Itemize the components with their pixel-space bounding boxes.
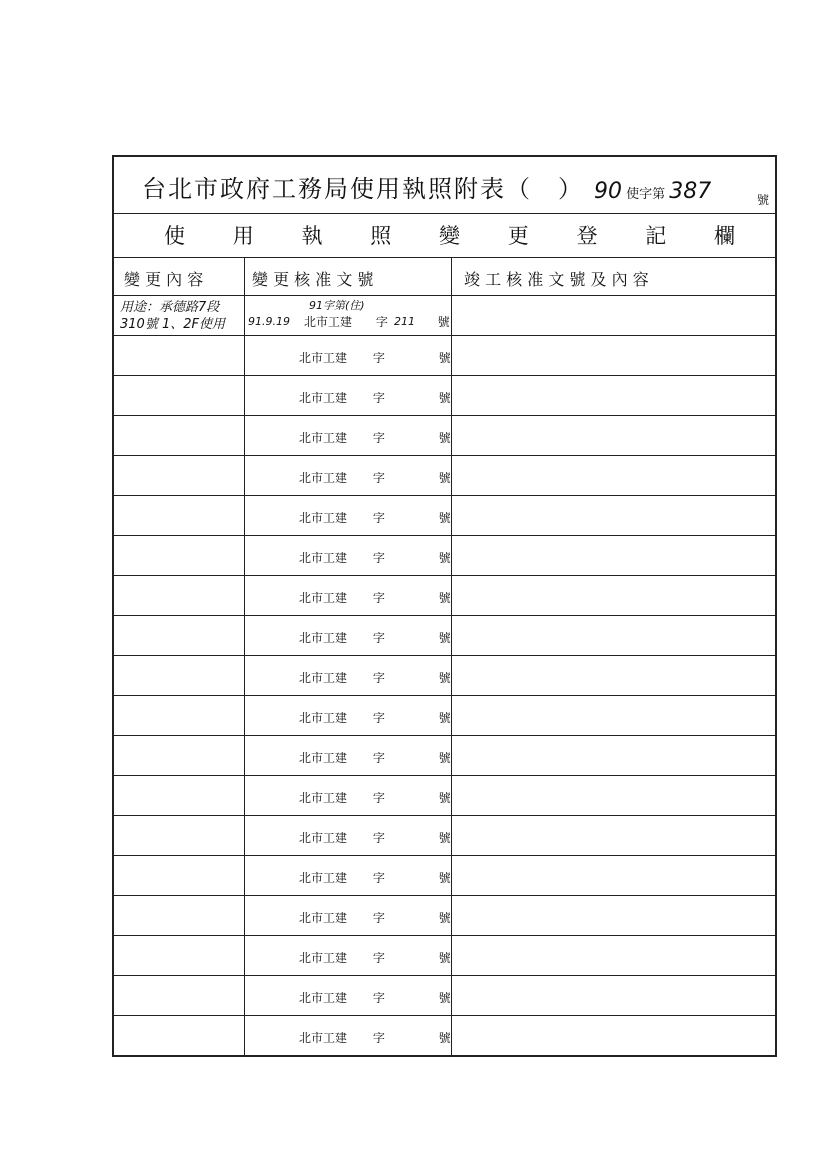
row-zi: 字 (372, 551, 385, 565)
row-hao: 號 (438, 471, 451, 485)
row-divider (114, 415, 775, 416)
row-hao: 號 (438, 391, 451, 405)
row-hao: 號 (438, 911, 451, 925)
row-office: 北市工建 (299, 471, 348, 485)
banner-char: 執 (301, 224, 323, 248)
first-entry-content (120, 299, 225, 333)
row-zi: 字 (372, 591, 385, 605)
table-row (299, 789, 451, 806)
row-divider (114, 455, 775, 456)
row-office: 北市工建 (299, 631, 348, 645)
permit-label: 使字第 (626, 187, 666, 202)
row-zi: 字 (372, 711, 385, 725)
row-divider (114, 815, 775, 816)
row-office: 北市工建 (299, 911, 348, 925)
row-divider (114, 855, 775, 856)
banner-char: 更 (507, 224, 529, 248)
permit-year: 90 (594, 179, 622, 204)
row-zi: 字 (372, 1031, 385, 1045)
row-divider (114, 1015, 775, 1016)
first-entry-content-line2: 310號 1、2F使用 (120, 317, 225, 332)
row-hao: 號 (438, 751, 451, 765)
banner-char: 記 (645, 224, 667, 248)
table-row (299, 949, 451, 966)
permit-number: 387 (669, 179, 712, 204)
table-row (299, 629, 451, 646)
banner-char: 用 (232, 224, 254, 248)
table-row (299, 749, 451, 766)
row-divider (114, 775, 775, 776)
first-entry-doc-code: 91字第(住) (309, 299, 365, 312)
row-zi: 字 (372, 431, 385, 445)
row-divider (114, 615, 775, 616)
table-row (299, 669, 451, 686)
row-divider (114, 575, 775, 576)
row-hao: 號 (438, 631, 451, 645)
row-hao: 號 (438, 871, 451, 885)
table-row (299, 989, 451, 1006)
row-zi: 字 (372, 951, 385, 965)
row-zi: 字 (372, 631, 385, 645)
row-office: 北市工建 (299, 351, 348, 365)
row-divider (114, 895, 775, 896)
row-hao: 號 (438, 991, 451, 1005)
row-divider (114, 495, 775, 496)
table-row (299, 429, 451, 446)
column-header-change-content: 變 更 內 容 (124, 270, 204, 289)
row-zi: 字 (372, 391, 385, 405)
row-hao: 號 (438, 831, 451, 845)
row-zi: 字 (372, 751, 385, 765)
permit-suffix: 號 (756, 193, 769, 207)
row-office: 北市工建 (299, 751, 348, 765)
row-divider (114, 655, 775, 656)
row-office: 北市工建 (299, 511, 348, 525)
row-office: 北市工建 (299, 551, 348, 565)
usage-permit-attachment-form (112, 155, 777, 1057)
row-office: 北市工建 (299, 711, 348, 725)
banner-char: 登 (576, 224, 598, 248)
table-row (299, 589, 451, 606)
row-divider (114, 695, 775, 696)
title-divider (114, 213, 775, 214)
row-hao: 號 (438, 551, 451, 565)
table-row (299, 869, 451, 886)
row-zi: 字 (372, 991, 385, 1005)
row-office: 北市工建 (299, 671, 348, 685)
row-hao: 號 (438, 591, 451, 605)
table-row (299, 469, 451, 486)
row-hao: 號 (438, 351, 451, 365)
row-zi: 字 (375, 315, 388, 329)
table-row (299, 829, 451, 846)
first-entry-number: 211 (394, 315, 415, 328)
banner-char: 照 (370, 224, 392, 248)
banner-char: 變 (439, 224, 460, 248)
row-zi: 字 (372, 791, 385, 805)
first-entry-date: 91.9.19 (248, 315, 290, 328)
row-office: 北市工建 (299, 991, 348, 1005)
permit-number-block (594, 179, 711, 204)
row-hao: 號 (437, 315, 450, 329)
row-divider (114, 1055, 775, 1056)
row-zi: 字 (372, 351, 385, 365)
row-office: 北市工建 (304, 315, 353, 329)
row-divider (114, 735, 775, 736)
table-row (299, 1029, 451, 1046)
table-row (299, 349, 451, 366)
row-office: 北市工建 (299, 791, 348, 805)
table-row (299, 509, 451, 526)
row-hao: 號 (438, 711, 451, 725)
row-zi: 字 (372, 831, 385, 845)
first-entry-row (304, 313, 450, 330)
column-header-completion-approval: 竣 工 核 准 文 號 及 內 容 (464, 270, 649, 289)
row-office: 北市工建 (299, 1031, 348, 1045)
row-divider (114, 375, 775, 376)
row-hao: 號 (438, 511, 451, 525)
row-zi: 字 (372, 511, 385, 525)
row-zi: 字 (372, 911, 385, 925)
row-hao: 號 (438, 951, 451, 965)
row-divider (114, 935, 775, 936)
table-row (299, 709, 451, 726)
row-divider (114, 535, 775, 536)
row-zi: 字 (372, 871, 385, 885)
first-entry-content-line1: 用途：承德路7段 (120, 300, 220, 315)
row-office: 北市工建 (299, 871, 348, 885)
row-office: 北市工建 (299, 431, 348, 445)
banner-divider (114, 257, 775, 258)
row-hao: 號 (438, 791, 451, 805)
table-row (299, 909, 451, 926)
header-row-divider (114, 295, 775, 296)
banner-char: 使 (164, 224, 185, 248)
row-hao: 號 (438, 431, 451, 445)
row-zi: 字 (372, 471, 385, 485)
row-zi: 字 (372, 671, 385, 685)
row-hao: 號 (438, 1031, 451, 1045)
change-registration-banner (114, 215, 775, 255)
row-office: 北市工建 (299, 951, 348, 965)
banner-char: 欄 (714, 224, 735, 248)
form-title: 台北市政府工務局使用執照附表（ ） (142, 175, 584, 203)
row-office: 北市工建 (299, 591, 348, 605)
row-divider (114, 975, 775, 976)
table-row (299, 549, 451, 566)
row-hao: 號 (438, 671, 451, 685)
row-office: 北市工建 (299, 831, 348, 845)
table-row (299, 389, 451, 406)
row-office: 北市工建 (299, 391, 348, 405)
row-divider (114, 335, 775, 336)
column-header-change-approval: 變 更 核 准 文 號 (252, 270, 374, 289)
